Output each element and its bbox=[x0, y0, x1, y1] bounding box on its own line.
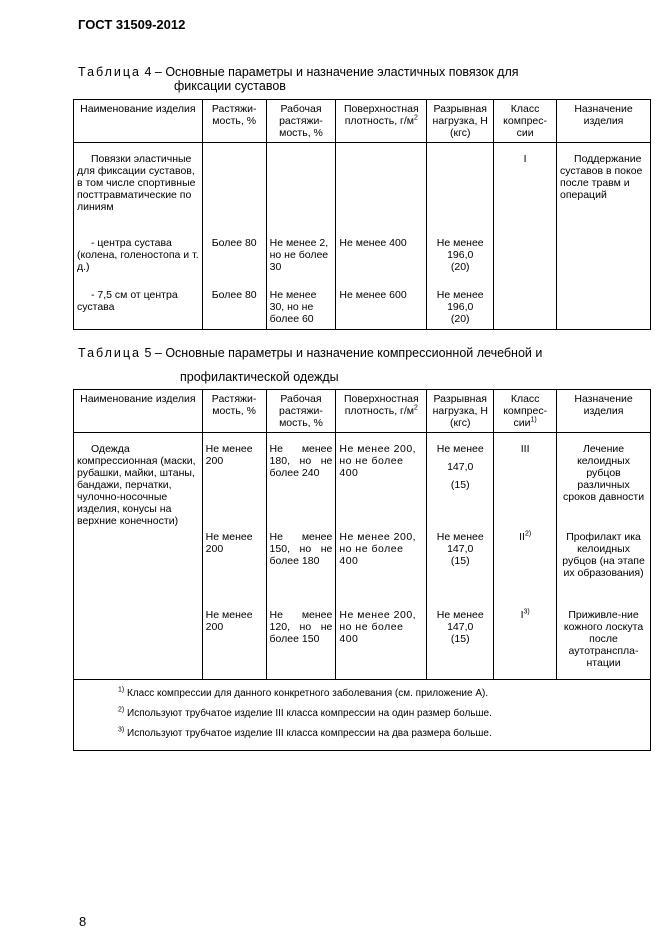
table5-row3-load-value: 147,0 bbox=[447, 621, 474, 633]
table5-row1-class-text: III bbox=[520, 443, 530, 455]
table5-header-row bbox=[74, 390, 651, 433]
table4-row3-density: Не менее 600 bbox=[336, 287, 427, 329]
footnote-1-text: Класс компрессии для данного конкретного заболевания (см. приложение А). bbox=[124, 687, 489, 699]
table4-header-work-stretch: Рабочая растяжи-мость, % bbox=[266, 100, 336, 143]
table5-row1-stretch: Не менее 200 bbox=[202, 441, 266, 529]
table5-row2-stretch: Не менее 200 bbox=[202, 529, 266, 607]
table5-row1-work: Не менее 180, но не более 240 bbox=[266, 441, 336, 529]
table5-row2-density: Не менее 200, но не более 400 bbox=[336, 529, 427, 607]
table5-row2-purpose: Профилакт ика келоидных рубцов (на этапе их образования) bbox=[557, 529, 651, 607]
table4-header-stretch: Растяжи-мость, % bbox=[202, 100, 266, 143]
table5-row3-purpose: Приживле-ние кожного лоскута после аутотранспла-нтации bbox=[557, 607, 651, 679]
footnote-3 bbox=[118, 724, 646, 744]
table5-row2-load-kgs: (15) bbox=[450, 555, 470, 567]
document-id: ГОСТ 31509-2012 bbox=[78, 17, 186, 32]
table5-row3-class bbox=[494, 607, 557, 679]
table5-header-density-text: Поверхностная плотность, г/м bbox=[343, 393, 419, 417]
table5-row1-load-value: 147,0 bbox=[447, 461, 474, 473]
table4-header-load: Разрывная нагрузка, Н (кгс) bbox=[427, 100, 494, 143]
footnote-2-text: Используют трубчатое изделие III класса компрессии на один размер больше. bbox=[124, 707, 492, 719]
table5-footnotes-row bbox=[74, 679, 651, 750]
table4-caption bbox=[78, 65, 519, 79]
table4-row3-work: Не менее 30, но не более 60 bbox=[266, 287, 336, 329]
table5-row1-load bbox=[427, 441, 494, 529]
table5-header-class-text: Класс компрес-сии bbox=[503, 393, 548, 429]
table5-header-name: Наименование изделия bbox=[74, 390, 203, 433]
table4-header-density-text: Поверхностная плотность, г/м bbox=[343, 103, 419, 127]
table4-header-row bbox=[74, 100, 651, 143]
table4 bbox=[73, 99, 651, 330]
table4-row1-class: I bbox=[494, 151, 557, 235]
table4-row2-load-kgs: (20) bbox=[450, 261, 470, 273]
table5-row2-work: Не менее 150, но не более 180 bbox=[266, 529, 336, 607]
table5-name: Одежда компрессионная (маски, рубашки, майки, штаны, бандажи, перчатки, чулочно-носочные изделия, конусы на верхние конечности) bbox=[74, 441, 203, 679]
table5-row3-class-sup: 3) bbox=[523, 608, 530, 616]
table4-header-density bbox=[336, 100, 427, 143]
table5-header-stretch: Растяжи-мость, % bbox=[202, 390, 266, 433]
table4-row2-load-text: Не менее 196,0 bbox=[436, 237, 484, 261]
table5-header-work-stretch: Рабочая растяжи-мость, % bbox=[266, 390, 336, 433]
table5-header-density-sup: 2 bbox=[414, 404, 418, 412]
table5-row3-load-text: Не менее bbox=[436, 609, 484, 621]
table-row bbox=[74, 151, 651, 235]
table5-row3-stretch: Не менее 200 bbox=[202, 607, 266, 679]
table4-row3-name: - 7,5 см от центра сустава bbox=[74, 287, 203, 329]
table-row bbox=[74, 235, 651, 287]
footnote-1 bbox=[118, 684, 646, 704]
table-row bbox=[74, 441, 651, 529]
table-row bbox=[74, 287, 651, 329]
table5-row2-load-text: Не менее bbox=[436, 531, 484, 543]
table5-header-load: Разрывная нагрузка, Н (кгс) bbox=[427, 390, 494, 433]
table5-header-class-sup: 1) bbox=[530, 416, 537, 424]
table5-row2-class bbox=[494, 529, 557, 607]
table5-row3-density: Не менее 200, но не более 400 bbox=[336, 607, 427, 679]
footnote-1-mark: 1) bbox=[118, 686, 125, 694]
table5 bbox=[73, 389, 651, 751]
table4-row3-load-text: Не менее 196,0 bbox=[436, 289, 484, 313]
footnote-2-mark: 2) bbox=[118, 706, 125, 714]
table5-row2-load bbox=[427, 529, 494, 607]
table4-caption-text: 4 – Основные параметры и назначение эластичных повязок для bbox=[141, 65, 519, 79]
table4-caption-line2: фиксации суставов bbox=[174, 79, 286, 93]
table4-row2-density: Не менее 400 bbox=[336, 235, 427, 287]
table5-caption-line2: профилактической одежды bbox=[180, 370, 339, 384]
table4-row3-load bbox=[427, 287, 494, 329]
table5-row1-density: Не менее 200, но не более 400 bbox=[336, 441, 427, 529]
table5-row1-class bbox=[494, 441, 557, 529]
footnote-2 bbox=[118, 704, 646, 724]
table5-row3-load-kgs: (15) bbox=[450, 633, 470, 645]
table5-header-density bbox=[336, 390, 427, 433]
page-number: 8 bbox=[79, 914, 87, 929]
table4-header-purpose: Назначение изделия bbox=[557, 100, 651, 143]
table5-caption-text: 5 – Основные параметры и назначение компрессионной лечебной и bbox=[141, 346, 543, 360]
table4-row3-load-kgs: (20) bbox=[450, 313, 470, 325]
table4-row1-purpose: Поддержание суставов в покое после травм и операций bbox=[557, 151, 651, 235]
table4-row1-name: Повязки эластичные для фиксации суставов, в том числе спортивные посттравматические по линиям bbox=[74, 151, 203, 235]
table5-row2-load-value: 147,0 bbox=[447, 543, 474, 555]
table4-row2-load bbox=[427, 235, 494, 287]
table5-row1-purpose: Лечение келоидных рубцов различных сроков давности bbox=[557, 441, 651, 529]
table4-header-density-sup: 2 bbox=[414, 114, 418, 122]
table4-header-name: Наименование изделия bbox=[74, 100, 203, 143]
table5-row3-load bbox=[427, 607, 494, 679]
table5-row2-class-sup: 2) bbox=[524, 530, 532, 538]
table4-row2-stretch: Более 80 bbox=[202, 235, 266, 287]
table5-row1-load-kgs: (15) bbox=[450, 479, 470, 491]
footnote-3-text: Используют трубчатое изделие III класса компрессии на два размера больше. bbox=[124, 727, 492, 739]
table4-caption-word: Таблица bbox=[78, 65, 142, 79]
table5-header-purpose: Назначение изделия bbox=[557, 390, 651, 433]
table5-footnotes bbox=[74, 679, 651, 750]
table5-row3-class-text: I bbox=[520, 609, 524, 621]
table4-row2-name: - центра сустава (колена, голеностопа и т. д.) bbox=[74, 235, 203, 287]
table5-caption-word: Таблица bbox=[78, 346, 142, 360]
table5-header-class bbox=[494, 390, 557, 433]
table5-caption bbox=[78, 346, 542, 360]
table5-row2-class-text: II bbox=[519, 531, 525, 543]
table4-row3-stretch: Более 80 bbox=[202, 287, 266, 329]
footnote-3-mark: 3) bbox=[118, 726, 125, 734]
table4-row2-work: Не менее 2, но не более 30 bbox=[266, 235, 336, 287]
table4-header-class: Класс компрес-сии bbox=[494, 100, 557, 143]
table5-row3-work: Не менее 120, но не более 150 bbox=[266, 607, 336, 679]
table5-row1-load-text: Не менее bbox=[436, 443, 484, 455]
